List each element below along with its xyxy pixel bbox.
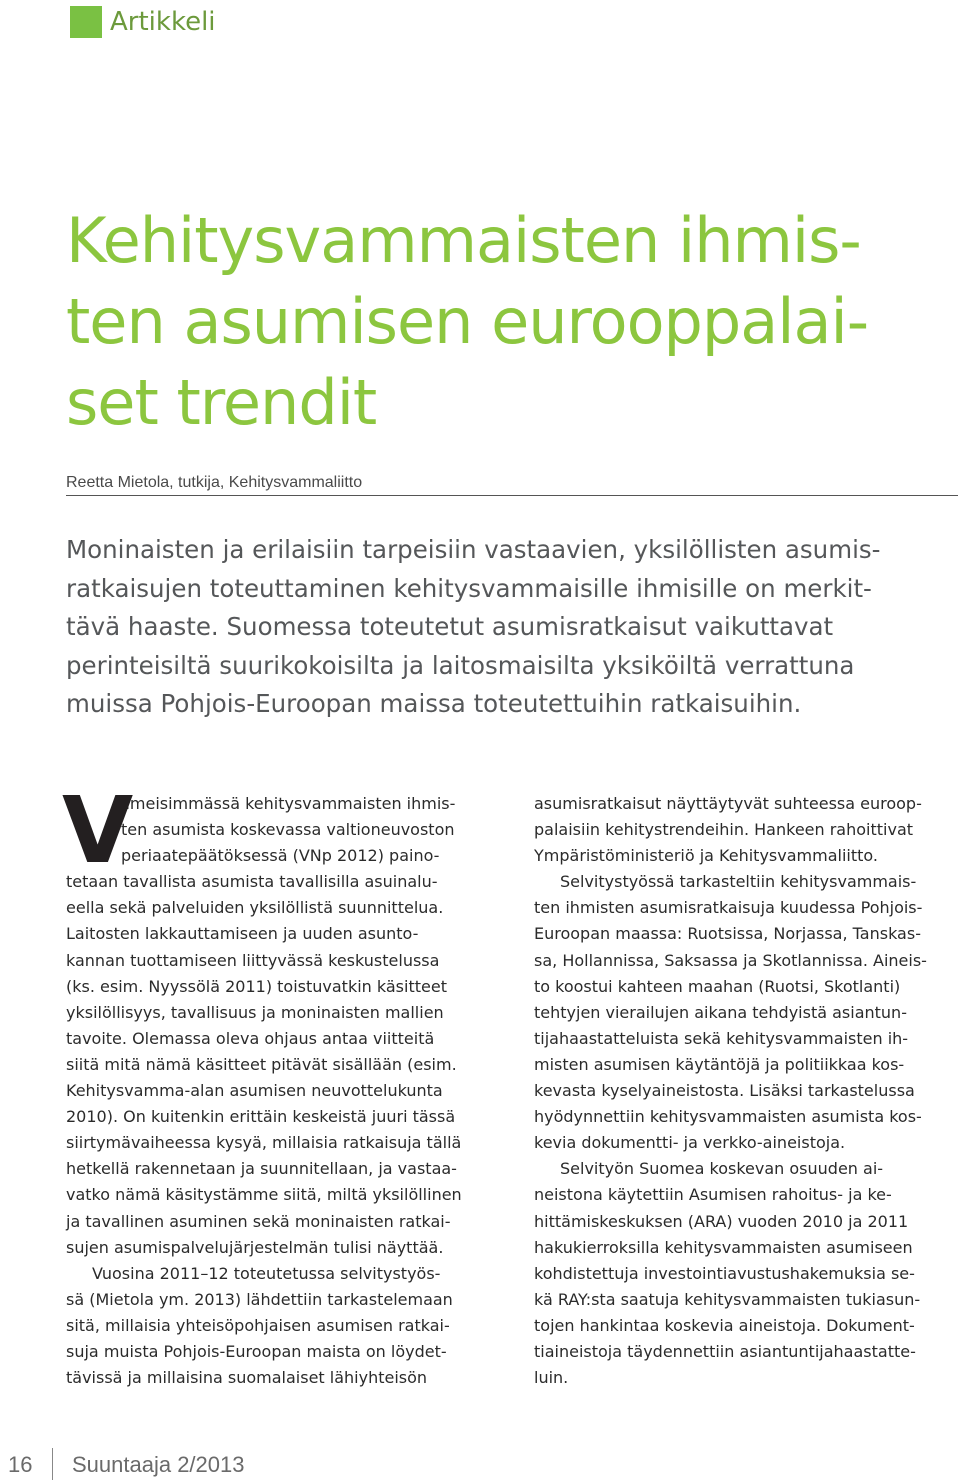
section-label [70, 5, 216, 39]
body-line: Selvitystyössä tarkasteltiin kehitysvammais- [560, 872, 917, 892]
body-line: asumisratkaisut näyttäytyvät suhteessa euroop- [534, 794, 922, 813]
footer-divider [52, 1448, 53, 1480]
body-line: Ympäristöministeriö ja Kehitysvammaliitto. [534, 846, 878, 866]
section-square-icon [70, 6, 102, 38]
title-line: set trendit [66, 366, 377, 439]
body-line: kä RAY:sta saatuja kehitysvammaisten tukiasun- [534, 1289, 921, 1309]
body-line: vatko nämä käsitystämme siitä, miltä yksilöllinen [66, 1185, 462, 1205]
section-label-text: Artikkeli [110, 7, 216, 37]
body-line: Euroopan maassa: Ruotsissa, Norjassa, Tanskas- [534, 924, 921, 944]
body-line: tävissä ja millaisina suomalaiset lähiyhteisön [66, 1368, 428, 1388]
body-line: yksilöllisyys, tavallisuus ja moninaisten mallien [66, 1002, 444, 1022]
lead-line: tävä haaste. Suomessa toteutetut asumisratkaisut vaikuttavat [66, 612, 834, 642]
body-line: hyödynnettiin kehitysvammaisten asumista kos- [534, 1107, 922, 1127]
body-line: ten ihmisten asumisratkaisuja kuudessa Pohjois- [534, 898, 923, 918]
lead-paragraph [66, 531, 958, 724]
body-line: neistona käytettiin Asumisen rahoitus- ja ke- [534, 1185, 892, 1205]
body-line: tojen hankintaa koskevia aineistoja. Dokument- [534, 1315, 915, 1335]
body-line: Kehitysvamma-alan asumisen neuvottelukunta [66, 1081, 443, 1101]
body-line: hakukierroksilla kehitysvammaisten asumiseen [534, 1237, 913, 1257]
body-line: eella sekä palveluiden yksilöllistä suunnittelua. [66, 898, 444, 918]
body-line: kevasta kyselyaineistosta. Lisäksi tarkastelussa [534, 1081, 915, 1101]
body-line: ten asumista koskevassa valtioneuvoston [121, 820, 455, 840]
lead-line: perinteisiltä suurikokoisilta ja laitosmaisilta yksiköiltä verrattuna [66, 650, 855, 680]
body-line: to koostui kahteen maahan (Ruotsi, Skotlanti) [534, 976, 901, 996]
body-line: iimeisimmässä kehitysvammaisten ihmis- [121, 794, 456, 813]
body-line: misten asumisen käytäntöjä ja politiikkaa kos- [534, 1054, 905, 1074]
body-line: luin. [534, 1368, 569, 1388]
body-line: ja tavallinen asuminen sekä moninaisten ratkai- [66, 1211, 451, 1231]
right-column [534, 791, 958, 1391]
body-line: 2010). On kuitenkin erittäin keskeistä juuri tässä [66, 1107, 456, 1127]
title-line: Kehitysvammaisten ihmis- [66, 204, 861, 277]
body-line: Vuosina 2011–12 toteutetussa selvitystyös- [92, 1263, 441, 1283]
body-line: palaisiin kehitystrendeihin. Hankeen rahoittivat [534, 820, 914, 840]
title-line: ten asumisen eurooppalai- [66, 285, 869, 358]
body-line: hittämiskeskuksen (ARA) vuoden 2010 ja 2011 [534, 1211, 909, 1231]
body-line: (ks. esim. Nyyssölä 2011) toistuvatkin käsitteet [66, 976, 447, 996]
body-line: tavoite. Olemassa oleva ohjaus antaa viitteitä [66, 1028, 435, 1048]
body-line: sujen asumispalvelujärjestelmän tulisi näyttää. [66, 1237, 444, 1257]
body-line: periaatepäätöksessä (VNp 2012) paino- [121, 846, 440, 866]
body-line: Laitosten lakkauttamiseen ja uuden asunto- [66, 924, 419, 944]
lead-line: Moninaisten ja erilaisiin tarpeisiin vastaavien, yksilöllisten asumis- [66, 535, 881, 564]
body-line: sä (Mietola ym. 2013) lähdettiin tarkastelemaan [66, 1289, 453, 1309]
body-line: tijahaastatteluista sekä kehitysvammaisten ih- [534, 1028, 909, 1048]
left-column [62, 777, 494, 1391]
page-footer [0, 1448, 960, 1480]
body-line: kohdistettuja investointiavustushakemuksia se- [534, 1263, 915, 1283]
body-line: siirtymävaiheessa kysyä, millaisia ratkaisuja tällä [66, 1133, 462, 1153]
body-line: sitä, millaisia yhteisöpohjaisen asumisen ratkai- [66, 1315, 450, 1335]
body-line: tehtyjen vierailujen aikana tehdyistä asiantun- [534, 1002, 907, 1022]
body-line: tiaineistoja täydennettiin asiantuntijahaastatte- [534, 1341, 916, 1361]
lead-line: muissa Pohjois-Euroopan maissa toteutettuihin ratkaisuihin. [66, 689, 802, 719]
article-title [66, 200, 946, 443]
body-line: siitä mitä nämä käsitteet pitävät sisällään (esim. [66, 1054, 457, 1074]
body-line: hetkellä rakennetaan ja suunnitellaan, ja vastaa- [66, 1159, 457, 1179]
body-line: kannan tuottamiseen liittyvässä keskustelussa [66, 950, 440, 970]
magazine-issue: Suuntaaja 2/2013 [72, 1452, 245, 1477]
body-line: Selvityön Suomea koskevan osuuden ai- [560, 1159, 884, 1179]
lead-line: ratkaisujen toteuttaminen kehitysvammaisille ihmisille on merkit- [66, 573, 872, 603]
byline: Reetta Mietola, tutkija, Kehitysvammaliitto [66, 474, 958, 496]
body-line: kevia dokumentti- ja verkko-aineistoja. [534, 1133, 846, 1153]
dropcap: V [62, 777, 134, 884]
page-number: 16 [8, 1452, 33, 1477]
body-line: suja muista Pohjois-Euroopan maista on löydet- [66, 1341, 447, 1361]
body-line: tetaan tavallista asumista tavallisilla asuinalu- [66, 872, 438, 892]
body-line: sa, Hollannissa, Saksassa ja Skotlannissa. Aineis- [534, 950, 927, 970]
